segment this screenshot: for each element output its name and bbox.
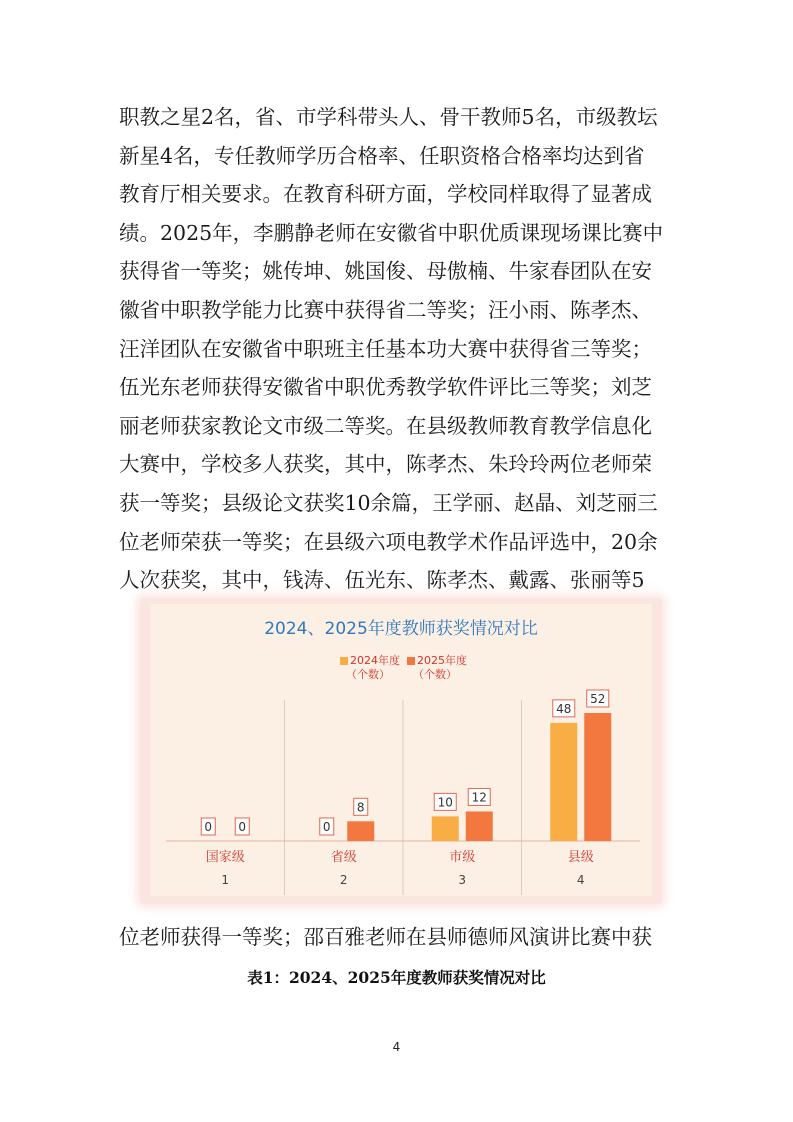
category-index-label: 1 [221, 873, 230, 887]
category-index-label: 3 [458, 873, 467, 887]
data-label: 48 [556, 701, 572, 716]
bar-2025 [347, 821, 374, 841]
body-line: 大赛中，学校多人获奖，其中，陈孝杰、朱玲玲两位老师荣 [119, 452, 652, 477]
bar-2024 [550, 723, 577, 841]
body-line: 绩。2025年，李鹏静老师在安徽省中职优质课现场课比赛中 [119, 220, 664, 245]
legend-label-2024: 2024年度 [350, 654, 400, 667]
body-line: 人次获奖，其中，钱涛、伍光东、陈孝杰、戴露、张丽等5 [119, 568, 645, 593]
category-index-label: 2 [339, 873, 348, 887]
legend-unit-2024: （个数） [346, 668, 390, 681]
category-label: 省级 [330, 850, 357, 865]
body-line: 新星4名，专任教师学历合格率、任职资格合格率均达到省 [119, 143, 645, 168]
data-label: 52 [590, 692, 606, 706]
body-line: 伍光东老师获得安徽省中职优秀教学软件评比三等奖；刘芝 [119, 375, 652, 400]
table-caption: 表1：2024、2025年度教师获奖情况对比 [247, 968, 546, 987]
body-line: 位老师荣获一等奖；在县级六项电教学术作品评选中，20余 [119, 529, 658, 554]
body-line: 丽老师获家教论文市级二等奖。在县级教师教育教学信息化 [119, 413, 652, 438]
category-index-label: 4 [576, 873, 585, 887]
body-line: 教育厅相关要求。在教育科研方面，学校同样取得了显著成 [119, 182, 652, 207]
body-line: 职教之星2名，省、市学科带头人、骨干教师5名，市级教坛 [119, 105, 658, 129]
bar-2024 [432, 816, 459, 841]
legend-label-2025: 2025年度 [417, 654, 467, 667]
body-line: 获得省一等奖；姚传坤、姚国俊、母傲楠、牛家春团队在安 [119, 259, 652, 284]
page-number: 4 [392, 1040, 401, 1054]
body-line: 汪洋团队在安徽省中职班主任基本功大赛中获得省三等奖； [119, 336, 652, 361]
body-line: 位老师获得一等奖；邵百雅老师在县师德师风演讲比赛中获 [119, 925, 652, 949]
category-label: 县级 [567, 850, 594, 865]
body-paragraph-continued [119, 918, 679, 957]
data-label: 8 [356, 800, 365, 815]
legend-unit-2025: （个数） [413, 668, 457, 681]
data-label: 0 [238, 820, 247, 834]
bar-2025 [584, 713, 611, 841]
category-label: 国家级 [205, 850, 245, 865]
data-label: 0 [204, 820, 213, 834]
body-line: 获一等奖；县级论文获奖10余篇，王学丽、赵晶、刘芝丽三 [119, 490, 658, 515]
data-label: 12 [471, 790, 487, 805]
data-label: 0 [322, 820, 331, 834]
data-label: 10 [437, 795, 453, 810]
bar-2025 [466, 811, 493, 841]
chart-title: 2024、2025年度教师获奖情况对比 [264, 619, 538, 639]
category-label: 市级 [449, 850, 476, 865]
body-line: 徽省中职教学能力比赛中获得省二等奖；汪小雨、陈孝杰、 [119, 297, 652, 322]
